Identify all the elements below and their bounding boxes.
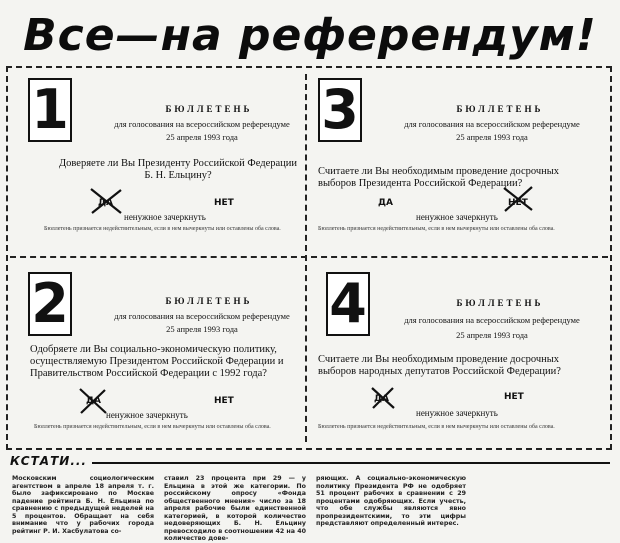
ballot-fine-print: Бюллетень признается недействительным, если в нем вычеркнуты или оставлены оба слова. xyxy=(318,226,555,232)
ballot-date: 25 апреля 1993 года xyxy=(166,324,238,334)
strike-instruction: ненужное зачеркнуть xyxy=(124,212,206,222)
cross-out-mark-icon xyxy=(76,386,110,416)
no-option[interactable]: НЕТ xyxy=(214,198,234,208)
ballot-number: 4 xyxy=(326,272,370,336)
ballot-title: БЮЛЛЕТЕНЬ xyxy=(165,296,253,306)
kstati-rule xyxy=(92,462,610,464)
horizontal-dashed-divider xyxy=(10,256,608,258)
ballot-number: 1 xyxy=(28,78,72,142)
ballot-1 xyxy=(14,74,304,254)
ballot-title: БЮЛЛЕТЕНЬ xyxy=(456,104,544,114)
ballot-fine-print: Бюллетень признается недействительным, если в нем вычеркнуты или оставлены оба слова. xyxy=(318,424,555,430)
ballot-subtitle: для голосования на всероссийском референдуме xyxy=(114,119,290,129)
ballot-number: 2 xyxy=(28,272,72,336)
ballot-subtitle: для голосования на всероссийском референдуме xyxy=(114,311,290,321)
yes-option[interactable]: ДА xyxy=(86,396,101,406)
yes-option[interactable]: ДА xyxy=(374,394,389,404)
ballot-question: Считаете ли Вы необходимым проведение досрочных выборов Президента Российской Федерации? xyxy=(318,166,560,189)
ballot-title: БЮЛЛЕТЕНЬ xyxy=(165,104,253,114)
cross-out-mark-icon xyxy=(368,384,398,412)
kstati-column-2: ставил 23 процента при 29 — у Ельцина в этой же категории. По российскому опросу «Фонда общественного мнения» число за 18 апреля рабочие были единственной категорией, в которой количество недоверяющих Б. Н. Ельцину превосходило в соотношении 42 на 40 количество дове- xyxy=(164,475,306,542)
headline: Все—на референдум! xyxy=(23,10,597,61)
ballot-fine-print: Бюллетень признается недействительным, если в нем вычеркнуты или оставлены оба слова. xyxy=(44,226,281,232)
ballot-question: Одобряете ли Вы социально-экономическую политику, осуществляемую Президентом Российской Федерации и Правительством Российской Федерации с 1992 года? xyxy=(30,344,284,379)
kstati-heading: КСТАТИ... xyxy=(10,454,87,468)
yes-option[interactable]: ДА xyxy=(378,198,393,208)
no-option[interactable]: НЕТ xyxy=(504,392,524,402)
ballot-date: 25 апреля 1993 года xyxy=(456,330,528,340)
no-option[interactable]: НЕТ xyxy=(214,396,234,406)
ballot-date: 25 апреля 1993 года xyxy=(166,132,238,142)
ballot-title: БЮЛЛЕТЕНЬ xyxy=(456,298,544,308)
ballot-2 xyxy=(14,264,304,446)
strike-instruction: ненужное зачеркнуть xyxy=(416,408,498,418)
ballot-3 xyxy=(312,74,602,254)
kstati-column-1: Московским социологическим агентством в апреле 18 апреля т. г. было зафиксировано по Москве падение рейтинга Б. Н. Ельцина по сравнению с предыдущей неделей на 5 процентов. Обращает на себя внимание что у рабочих города рейтинг Р. И. Хасбулатова со- xyxy=(12,475,154,535)
cross-out-mark-icon xyxy=(500,184,536,214)
kstati-column-3: ряющих. А социально-экономическую политику Президента РФ не одобряет 51 процент рабочих в сравнении с 29 процентами одобряющих. Если учесть, что обе службы являются явно пропрезидентскими, то эти цифры представляют определенный интерес. xyxy=(316,475,466,527)
strike-instruction: ненужное зачеркнуть xyxy=(106,410,188,420)
strike-instruction: ненужное зачеркнуть xyxy=(416,212,498,222)
ballot-number: 3 xyxy=(318,78,362,142)
ballot-date: 25 апреля 1993 года xyxy=(456,132,528,142)
ballot-subtitle: для голосования на всероссийском референдуме xyxy=(404,315,580,325)
no-option[interactable]: НЕТ xyxy=(508,198,528,208)
ballot-subtitle: для голосования на всероссийском референдуме xyxy=(404,119,580,129)
ballot-fine-print: Бюллетень признается недействительным, если в нем вычеркнуты или оставлены оба слова. xyxy=(34,424,271,430)
ballot-question: Доверяете ли Вы Президенту Российской Федерации Б. Н. Ельцину? xyxy=(58,158,298,181)
ballot-question: Считаете ли Вы необходимым проведение досрочных выборов народных депутатов Российской Федерации? xyxy=(318,354,561,377)
cross-out-mark-icon xyxy=(88,186,124,216)
yes-option[interactable]: ДА xyxy=(98,198,113,208)
ballot-4 xyxy=(312,264,602,446)
